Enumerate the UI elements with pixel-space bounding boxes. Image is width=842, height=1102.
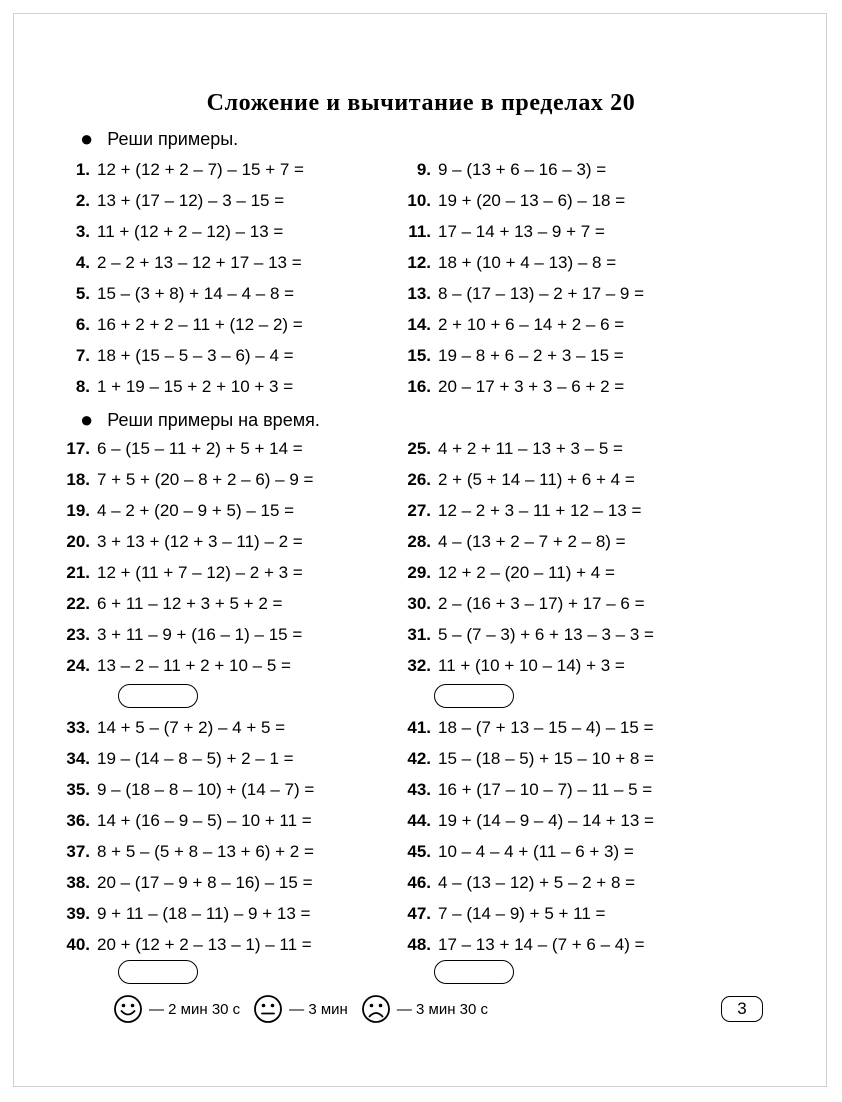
example-number: 31. <box>407 624 431 644</box>
time-answer-box[interactable] <box>434 684 514 708</box>
example-number: 22. <box>66 593 90 613</box>
example-number: 19. <box>66 500 90 520</box>
example-row <box>64 185 424 216</box>
example-expression: 10 – 4 – 4 + (11 – 6 + 3) = <box>438 841 634 861</box>
example-row <box>405 526 765 557</box>
example-number: 40. <box>66 934 90 954</box>
example-expression: 12 + 2 – (20 – 11) + 4 = <box>438 562 615 582</box>
example-row <box>64 433 424 464</box>
example-expression: 8 – (17 – 13) – 2 + 17 – 9 = <box>438 283 645 303</box>
example-number: 36. <box>66 810 90 830</box>
example-number: 7. <box>75 345 90 365</box>
example-number: 14. <box>407 314 431 334</box>
example-expression: 6 + 11 – 12 + 3 + 5 + 2 = <box>97 593 283 613</box>
happy-face-icon <box>113 994 143 1024</box>
example-row <box>405 216 765 247</box>
example-row <box>405 712 765 743</box>
example-number: 6. <box>75 314 90 334</box>
example-number: 44. <box>407 810 431 830</box>
example-row <box>405 185 765 216</box>
example-row <box>64 526 424 557</box>
example-number: 10. <box>407 190 431 210</box>
legend-sad <box>361 994 488 1024</box>
example-expression: 15 – (18 – 5) + 15 – 10 + 8 = <box>438 748 654 768</box>
example-row <box>405 650 765 681</box>
example-expression: 9 + 11 – (18 – 11) – 9 + 13 = <box>97 903 311 923</box>
example-row <box>405 619 765 650</box>
example-expression: 4 – (13 – 12) + 5 – 2 + 8 = <box>438 872 636 892</box>
example-row <box>405 774 765 805</box>
bullet-icon: ● <box>80 407 94 432</box>
example-expression: 19 – 8 + 6 – 2 + 3 – 15 = <box>438 345 624 365</box>
time-answer-box[interactable] <box>434 960 514 984</box>
example-number: 1. <box>75 159 90 179</box>
example-number: 20. <box>66 531 90 551</box>
neutral-face-icon <box>253 994 283 1024</box>
example-row <box>64 774 424 805</box>
example-number: 46. <box>407 872 431 892</box>
example-number: 33. <box>66 717 90 737</box>
example-number: 17. <box>66 438 90 458</box>
example-expression: 8 + 5 – (5 + 8 – 13 + 6) + 2 = <box>97 841 314 861</box>
example-expression: 3 + 13 + (12 + 3 – 11) – 2 = <box>97 531 303 551</box>
example-number: 15. <box>407 345 431 365</box>
example-row <box>405 278 765 309</box>
example-expression: 9 – (13 + 6 – 16 – 3) = <box>438 159 607 179</box>
example-number: 16. <box>407 376 431 396</box>
example-expression: 12 – 2 + 3 – 11 + 12 – 13 = <box>438 500 642 520</box>
example-expression: 16 + (17 – 10 – 7) – 11 – 5 = <box>438 779 653 799</box>
example-expression: 2 + (5 + 14 – 11) + 6 + 4 = <box>438 469 635 489</box>
example-expression: 7 + 5 + (20 – 8 + 2 – 6) – 9 = <box>97 469 314 489</box>
example-row <box>64 464 424 495</box>
example-expression: 4 – 2 + (20 – 9 + 5) – 15 = <box>97 500 295 520</box>
example-row <box>64 309 424 340</box>
example-expression: 6 – (15 – 11 + 2) + 5 + 14 = <box>97 438 303 458</box>
example-number: 12. <box>407 252 431 272</box>
example-number: 13. <box>407 283 431 303</box>
legend-happy-text: — 2 мин 30 с <box>149 1000 241 1018</box>
example-expression: 20 + (12 + 2 – 13 – 1) – 11 = <box>97 934 312 954</box>
example-expression: 18 – (7 + 13 – 15 – 4) – 15 = <box>438 717 654 737</box>
example-expression: 16 + 2 + 2 – 11 + (12 – 2) = <box>97 314 303 334</box>
example-row <box>64 836 424 867</box>
example-row <box>405 805 765 836</box>
example-number: 4. <box>75 252 90 272</box>
example-number: 47. <box>407 903 431 923</box>
example-number: 32. <box>407 655 431 675</box>
example-number: 45. <box>407 841 431 861</box>
example-number: 11. <box>408 221 431 241</box>
examples-list-2-right <box>405 433 765 681</box>
example-expression: 17 – 13 + 14 – (7 + 6 – 4) = <box>438 934 645 954</box>
instruction-text: Реши примеры на время. <box>107 409 320 430</box>
example-expression: 12 + (12 + 2 – 7) – 15 + 7 = <box>97 159 304 179</box>
page-title: Сложение и вычитание в пределах 20 <box>206 90 636 116</box>
example-expression: 11 + (10 + 10 – 14) + 3 = <box>438 655 625 675</box>
example-row <box>64 247 424 278</box>
instruction-text: Реши примеры. <box>107 128 239 149</box>
example-number: 35. <box>66 779 90 799</box>
example-number: 38. <box>66 872 90 892</box>
example-expression: 2 – 2 + 13 – 12 + 17 – 13 = <box>97 252 302 272</box>
sad-face-icon <box>361 994 391 1024</box>
example-row <box>405 557 765 588</box>
example-row <box>405 898 765 929</box>
example-expression: 7 – (14 – 9) + 5 + 11 = <box>438 903 606 923</box>
legend-happy <box>113 994 240 1024</box>
example-row <box>405 340 765 371</box>
example-number: 18. <box>66 469 90 489</box>
example-row <box>64 650 424 681</box>
example-row <box>405 836 765 867</box>
example-number: 37. <box>66 841 90 861</box>
bullet-icon: ● <box>80 126 94 151</box>
example-row <box>405 588 765 619</box>
example-number: 25. <box>407 438 431 458</box>
example-expression: 14 + (16 – 9 – 5) – 10 + 11 = <box>97 810 312 830</box>
example-number: 30. <box>407 593 431 613</box>
example-row <box>405 309 765 340</box>
example-expression: 1 + 19 – 15 + 2 + 10 + 3 = <box>97 376 294 396</box>
example-expression: 2 – (16 + 3 – 17) + 17 – 6 = <box>438 593 645 613</box>
example-row <box>64 495 424 526</box>
time-answer-box[interactable] <box>118 960 198 984</box>
example-expression: 15 – (3 + 8) + 14 – 4 – 8 = <box>97 283 295 303</box>
example-row <box>64 712 424 743</box>
example-row <box>64 154 424 185</box>
example-row <box>405 433 765 464</box>
example-row <box>405 743 765 774</box>
example-number: 34. <box>66 748 90 768</box>
example-number: 24. <box>66 655 90 675</box>
example-expression: 17 – 14 + 13 – 9 + 7 = <box>438 221 605 241</box>
example-row <box>64 557 424 588</box>
examples-list-1-left <box>64 154 424 402</box>
example-number: 39. <box>66 903 90 923</box>
example-expression: 13 – 2 – 11 + 2 + 10 – 5 = <box>97 655 291 675</box>
example-number: 9. <box>416 159 431 179</box>
example-expression: 19 – (14 – 8 – 5) + 2 – 1 = <box>97 748 294 768</box>
example-expression: 3 + 11 – 9 + (16 – 1) – 15 = <box>97 624 303 644</box>
example-row <box>64 898 424 929</box>
example-expression: 4 + 2 + 11 – 13 + 3 – 5 = <box>438 438 623 458</box>
example-row <box>64 867 424 898</box>
example-number: 48. <box>407 934 431 954</box>
examples-list-1-right <box>405 154 765 402</box>
example-number: 41. <box>407 717 431 737</box>
example-row <box>405 929 765 960</box>
example-expression: 20 – (17 – 9 + 8 – 16) – 15 = <box>97 872 313 892</box>
example-number: 3. <box>75 221 90 241</box>
example-number: 42. <box>407 748 431 768</box>
example-number: 5. <box>75 283 90 303</box>
example-row <box>64 340 424 371</box>
example-number: 26. <box>407 469 431 489</box>
examples-list-2-left <box>64 433 424 681</box>
example-row <box>405 495 765 526</box>
legend-neutral-text: — 3 мин <box>289 1000 348 1018</box>
example-expression: 4 – (13 + 2 – 7 + 2 – 8) = <box>438 531 626 551</box>
example-number: 27. <box>407 500 431 520</box>
example-row <box>405 371 765 402</box>
example-expression: 20 – 17 + 3 + 3 – 6 + 2 = <box>438 376 625 396</box>
legend-neutral <box>253 994 348 1024</box>
example-number: 8. <box>75 376 90 396</box>
example-row <box>405 154 765 185</box>
example-expression: 14 + 5 – (7 + 2) – 4 + 5 = <box>97 717 286 737</box>
example-number: 2. <box>75 190 90 210</box>
example-row <box>64 216 424 247</box>
example-row <box>64 619 424 650</box>
example-expression: 5 – (7 – 3) + 6 + 13 – 3 – 3 = <box>438 624 654 644</box>
legend-sad-text: — 3 мин 30 с <box>396 1000 488 1018</box>
instruction-solve <box>80 128 238 150</box>
example-row <box>405 867 765 898</box>
example-expression: 19 + (14 – 9 – 4) – 14 + 13 = <box>438 810 654 830</box>
example-expression: 9 – (18 – 8 – 10) + (14 – 7) = <box>97 779 315 799</box>
example-expression: 19 + (20 – 13 – 6) – 18 = <box>438 190 626 210</box>
examples-list-3-left <box>64 712 424 960</box>
example-number: 23. <box>66 624 90 644</box>
example-number: 29. <box>407 562 431 582</box>
example-row <box>64 805 424 836</box>
example-expression: 12 + (11 + 7 – 12) – 2 + 3 = <box>97 562 303 582</box>
example-expression: 18 + (10 + 4 – 13) – 8 = <box>438 252 617 272</box>
example-row <box>64 743 424 774</box>
example-expression: 11 + (12 + 2 – 12) – 13 = <box>97 221 284 241</box>
example-row <box>64 278 424 309</box>
example-expression: 13 + (17 – 12) – 3 – 15 = <box>97 190 285 210</box>
example-row <box>64 588 424 619</box>
example-expression: 2 + 10 + 6 – 14 + 2 – 6 = <box>438 314 625 334</box>
examples-list-3-right <box>405 712 765 960</box>
time-legend <box>113 994 501 1024</box>
page-number: 3 <box>721 996 763 1022</box>
example-number: 43. <box>407 779 431 799</box>
example-row <box>405 247 765 278</box>
example-row <box>64 929 424 960</box>
example-number: 21. <box>66 562 90 582</box>
example-expression: 18 + (15 – 5 – 3 – 6) – 4 = <box>97 345 294 365</box>
time-answer-box[interactable] <box>118 684 198 708</box>
instruction-timed <box>80 409 320 431</box>
example-number: 28. <box>407 531 431 551</box>
example-row <box>405 464 765 495</box>
example-row <box>64 371 424 402</box>
